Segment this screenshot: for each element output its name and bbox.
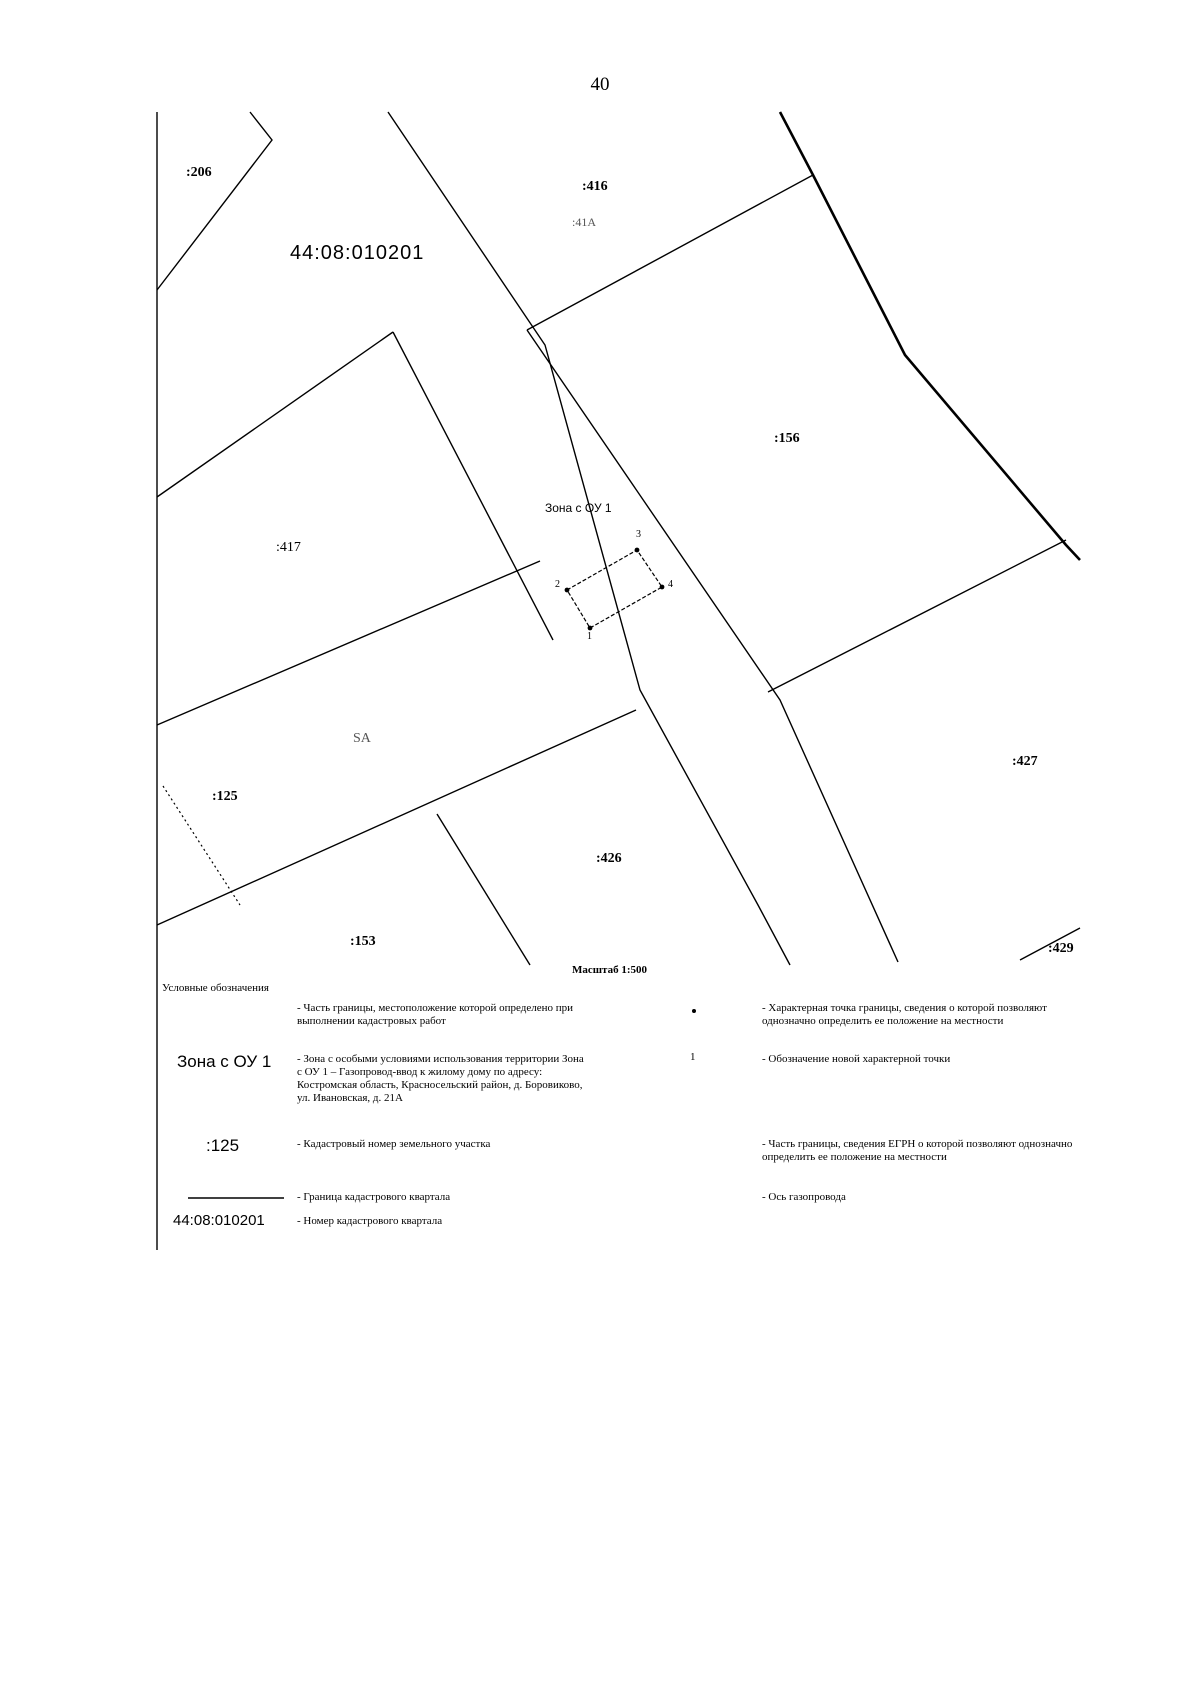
parcel-label-156: :156 [774, 431, 800, 446]
legend-text-gas-pipeline-axis: - Ось газопровода [762, 1191, 846, 1203]
legend-sample-parcel-number: :125 [206, 1136, 240, 1155]
parcel-label-416-suffix: :41А [572, 215, 596, 229]
parcel-label-153: :153 [350, 934, 376, 949]
legend-text-quarter-boundary: - Граница кадастрового квартала [297, 1191, 451, 1203]
point-label-1: 1 [587, 631, 592, 642]
point-marker-3 [635, 548, 640, 553]
road-edge-right [527, 330, 898, 962]
point-label-3: 3 [636, 529, 641, 540]
quarter-number-label: 44:08:010201 [290, 242, 425, 264]
boundary-417-top [157, 332, 393, 497]
boundary-156-427 [768, 540, 1066, 692]
legend-sample-quarter-number: 44:08:010201 [173, 1212, 265, 1229]
scale-label: Масштаб 1:500 [572, 964, 648, 976]
point-marker-1 [588, 626, 593, 631]
boundary-right-bold [780, 112, 1080, 560]
legend-text-parcel-number: - Кадастровый номер земельного участка [297, 1138, 491, 1150]
parcel-label-417: :417 [276, 540, 301, 555]
boundary-206 [157, 112, 272, 290]
point-label-2: 2 [555, 579, 560, 590]
boundary-426-left [437, 814, 530, 965]
zone-ou1-polygon [567, 550, 662, 628]
parcel-label-426: :426 [596, 851, 622, 866]
legend-title: Условные обозначения [162, 982, 269, 994]
parcel-label-125: :125 [212, 789, 238, 804]
boundary-416-156 [527, 175, 813, 330]
point-marker-2 [565, 588, 570, 593]
point-marker-4 [660, 585, 665, 590]
parcel-label-206: :206 [186, 165, 212, 180]
legend-sample-point-icon [692, 1009, 696, 1013]
boundary-sa-bottom [157, 710, 636, 925]
legend-text-quarter-number: - Номер кадастрового квартала [297, 1215, 443, 1227]
boundary-417-bottom [157, 561, 540, 725]
parcel-label-427: :427 [1012, 754, 1038, 769]
road-edge-left [388, 112, 790, 965]
page-number: 40 [590, 74, 610, 95]
legend-text-characteristic-point: - Характерная точка границы, сведения о которой позволяют однозначно определить ее положение на местности [762, 1002, 1047, 1027]
point-label-4: 4 [668, 579, 673, 590]
parcel-label-416: :416 [582, 179, 608, 194]
parcel-label-429: :429 [1048, 941, 1074, 956]
legend-text-boundary-surveyed: - Часть границы, местоположение которой определено при выполнении кадастровых работ [297, 1002, 574, 1027]
parcel-label-sa: SA [353, 731, 371, 746]
legend-text-zone: - Зона с особыми условиями использования территории Зона с ОУ 1 – Газопровод-ввод к жилому дому по адресу: Костромская область, Красносельский район, д. Боровиково, ул. Ивановская, д. 21А [297, 1053, 584, 1104]
zone-ou1-label: Зона с ОУ 1 [545, 501, 612, 515]
legend-sample-new-point: 1 [690, 1051, 696, 1063]
boundary-417-right [393, 332, 553, 640]
legend-text-new-point: - Обозначение новой характерной точки [762, 1053, 951, 1065]
legend-text-boundary-egrn: - Часть границы, сведения ЕГРН о которой позволяют однозначно определить ее положение на местности [762, 1138, 1073, 1163]
legend-sample-zone: Зона с ОУ 1 [177, 1052, 272, 1071]
